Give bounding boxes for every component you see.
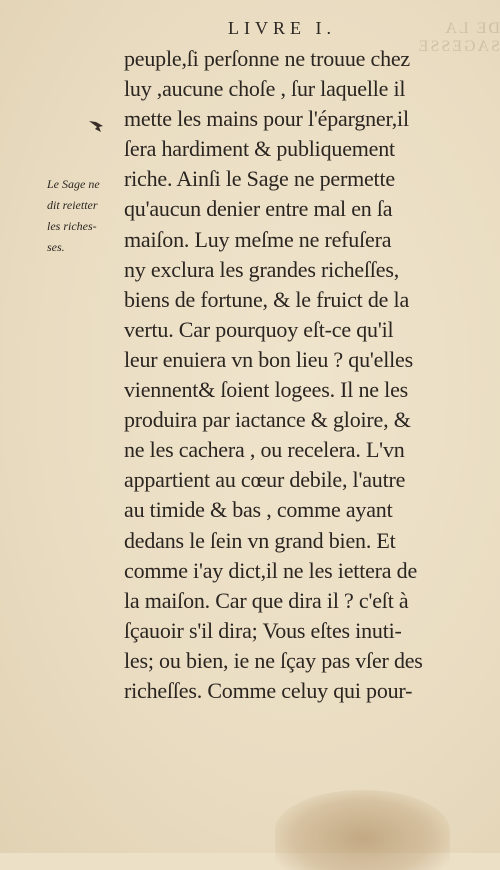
text-line: la maiſon. Car que dira il ? c'eſt à [124,587,409,613]
body-text [124,44,470,706]
text-line: richeſſes. Comme celuy qui pour- [124,677,413,703]
text-line: leur enuiera vn bon lieu ? qu'elles [124,346,413,372]
text-line: les; ou bien, ie ne ſçay pas vſer des [124,647,423,673]
header-title: LIVRE I. [228,18,336,38]
text-line: produira par iactance & gloire, & [124,407,411,433]
text-line: riche. Ainſi le Sage ne permette [124,166,395,192]
text-line: comme i'ay dict,il ne les iettera de [124,557,418,583]
text-line: viennent& ſoient logees. Il ne les [124,377,409,403]
text-line: vertu. Car pourquoy eſt-ce qu'il [124,316,394,342]
text-line: luy ,aucune choſe , ſur laquelle il [124,76,406,102]
margin-note-line: dit reietter [47,198,98,212]
text-line: ne les cachera , ou recelera. L'vn [124,437,405,463]
text-line: au timide & bas , comme ayant [124,497,393,523]
pointing-hand-icon [88,118,106,134]
paper-stain [275,790,450,870]
text-line: biens de fortune, & le fruict de la [124,286,410,312]
margin-note-line: Le Sage ne [47,177,100,191]
text-line: ſçauoir s'il dira; Vous eſtes inuti- [124,617,402,643]
margin-note [47,174,125,258]
text-line: mette les mains pour l'épargner,il [124,106,409,132]
text-line: maiſon. Luy meſme ne refuſera [124,226,392,252]
text-line: appartient au cœur debile, l'autre [124,467,406,493]
text-line: dedans le ſein vn grand bien. Et [124,527,396,553]
text-line: ny exclura les grandes richeſſes, [124,256,400,282]
bleed-through-text: DE LA SAGESSE [416,20,500,55]
text-line: peuple,ſi perſonne ne trouue chez [124,46,410,71]
running-header [0,18,500,55]
text-line: ſera hardiment & publiquement [124,136,395,162]
text-line: qu'aucun denier entre mal en ſa [124,196,393,222]
margin-note-line: les riches- [47,219,97,233]
margin-note-line: ses. [47,240,65,254]
